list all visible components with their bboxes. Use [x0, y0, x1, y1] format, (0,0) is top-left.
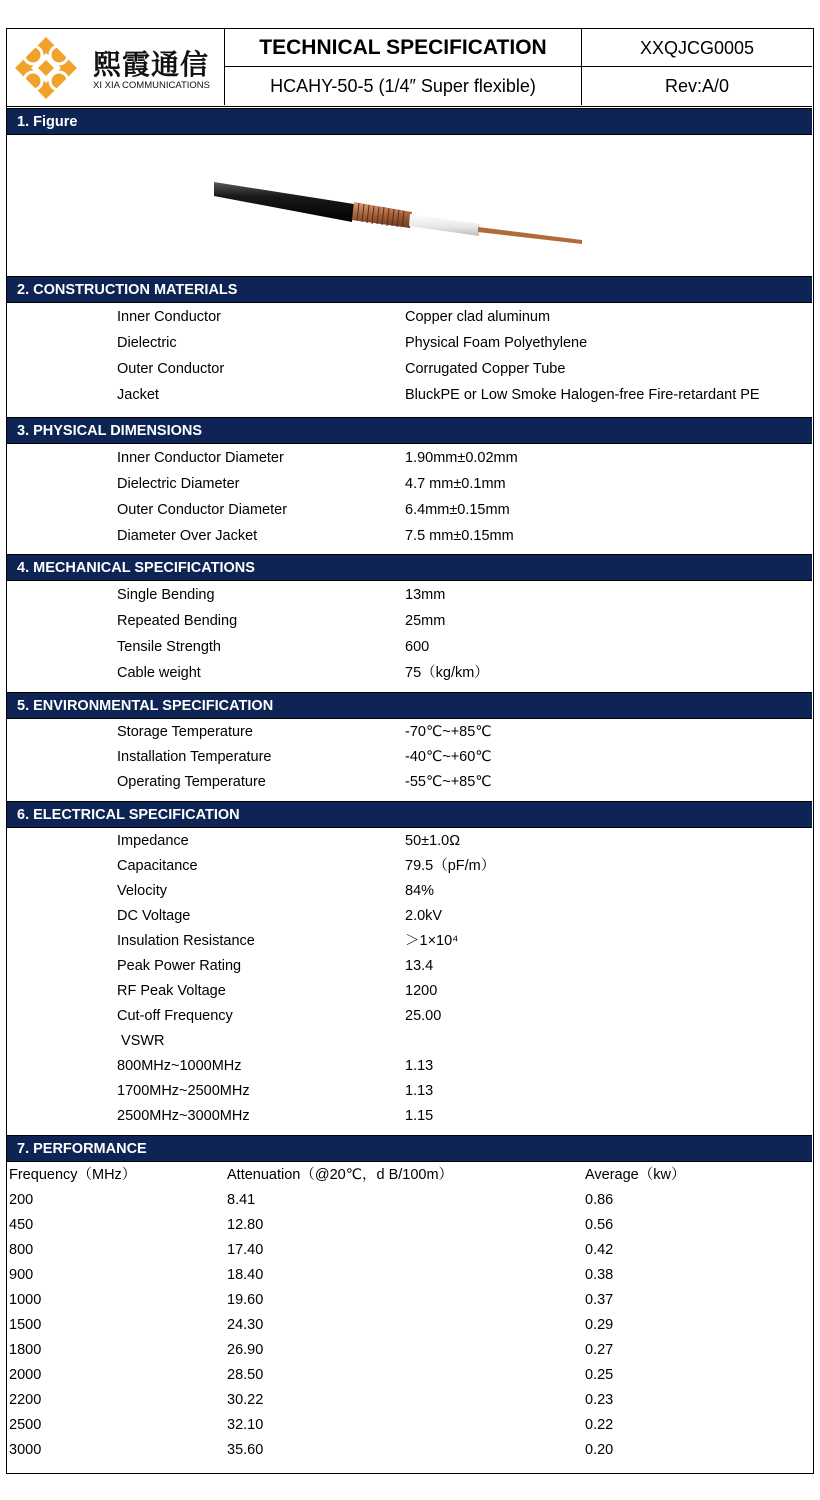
environmental-key: Operating Temperature [117, 774, 266, 790]
electrical-key: Capacitance [117, 858, 198, 874]
atten-cell: 32.10 [227, 1417, 264, 1433]
freq-cell: 2000 [9, 1367, 42, 1383]
table-row [7, 1238, 812, 1263]
atten-cell: 26.90 [227, 1342, 264, 1358]
mechanical-key: Single Bending [117, 587, 215, 603]
table-row [7, 1288, 812, 1313]
atten-cell: 12.80 [227, 1217, 264, 1233]
construction-value: Corrugated Copper Tube [405, 361, 566, 377]
company-name-en: XI XIA COMMUNICATIONS [93, 80, 211, 91]
electrical-key: Impedance [117, 833, 189, 849]
environmental-value: -55℃~+85℃ [405, 774, 492, 790]
performance-header-row [7, 1163, 812, 1188]
physical-value: 7.5 mm±0.15mm [405, 528, 514, 544]
atten-cell: 28.50 [227, 1367, 264, 1383]
physical-value: 4.7 mm±0.1mm [405, 476, 506, 492]
atten-cell: 17.40 [227, 1242, 264, 1258]
avg-cell: 0.27 [585, 1342, 614, 1358]
company-name-cn: 熙霞通信 [93, 48, 210, 81]
atten-cell: 18.40 [227, 1267, 264, 1283]
physical-key: Diameter Over Jacket [117, 528, 258, 544]
product-name: HCAHY-50-5 (1/4″ Super flexible) [225, 67, 582, 105]
freq-cell: 2500 [9, 1417, 42, 1433]
mechanical-key: Tensile Strength [117, 639, 221, 655]
mechanical-value: 75（kg/km） [405, 665, 489, 681]
freq-cell: 1000 [9, 1292, 42, 1308]
freq-cell: 3000 [9, 1442, 42, 1458]
physical-key: Inner Conductor Diameter [117, 450, 284, 466]
electrical-value: 79.5（pF/m） [405, 858, 496, 874]
atten-cell: 35.60 [227, 1442, 264, 1458]
electrical-value: 2.0kV [405, 908, 443, 924]
table-row [7, 1338, 812, 1363]
table-row [7, 1413, 812, 1438]
electrical-key: Insulation Resistance [117, 933, 255, 949]
section-mechanical-header: 4. MECHANICAL SPECIFICATIONS [7, 554, 812, 581]
electrical-key-vswr: VSWR [117, 1033, 165, 1049]
electrical-key: 800MHz~1000MHz [117, 1058, 242, 1074]
electrical-value: 1.13 [405, 1083, 434, 1099]
electrical-value: 25.00 [405, 1008, 442, 1024]
atten-cell: 30.22 [227, 1392, 264, 1408]
avg-cell: 0.56 [585, 1217, 614, 1233]
atten-cell: 24.30 [227, 1317, 264, 1333]
freq-cell: 1800 [9, 1342, 42, 1358]
construction-key: Inner Conductor [117, 309, 221, 325]
table-row [7, 1213, 812, 1238]
section-figure-header: 1. Figure [7, 108, 812, 135]
doc-code: XXQJCG0005 [582, 29, 812, 67]
company-logo-icon [11, 33, 81, 103]
electrical-value: ＞1×10⁴ [405, 933, 459, 949]
environmental-value: -40℃~+60℃ [405, 749, 492, 765]
mechanical-value: 13mm [405, 587, 446, 603]
electrical-value: 84% [405, 883, 435, 899]
electrical-key: Cut-off Frequency [117, 1008, 233, 1024]
spec-sheet [6, 28, 814, 1474]
freq-cell: 2200 [9, 1392, 42, 1408]
electrical-key: 1700MHz~2500MHz [117, 1083, 250, 1099]
physical-key: Outer Conductor Diameter [117, 502, 288, 518]
avg-cell: 0.86 [585, 1192, 614, 1208]
environmental-key: Storage Temperature [117, 724, 253, 740]
freq-cell: 900 [9, 1267, 34, 1283]
physical-value: 1.90mm±0.02mm [405, 450, 518, 466]
table-row [7, 1313, 812, 1338]
performance-col-average: Average（kw） [585, 1167, 686, 1183]
section-environmental-header: 5. ENVIRONMENTAL SPECIFICATION [7, 692, 812, 719]
doc-title: TECHNICAL SPECIFICATION [225, 29, 582, 67]
avg-cell: 0.29 [585, 1317, 614, 1333]
electrical-key: Peak Power Rating [117, 958, 242, 974]
electrical-value: 1.15 [405, 1108, 434, 1124]
avg-cell: 0.37 [585, 1292, 614, 1308]
mechanical-value: 25mm [405, 613, 446, 629]
section-construction-header: 2. CONSTRUCTION MATERIALS [7, 276, 812, 303]
electrical-value: 50±1.0Ω [405, 833, 461, 849]
construction-key: Dielectric [117, 335, 177, 351]
logo-cell [7, 29, 225, 105]
environmental-key: Installation Temperature [117, 749, 272, 765]
electrical-key: Velocity [117, 883, 167, 899]
physical-key: Dielectric Diameter [117, 476, 240, 492]
mechanical-key: Cable weight [117, 665, 201, 681]
table-row [7, 1263, 812, 1288]
freq-cell: 450 [9, 1217, 34, 1233]
mechanical-key: Repeated Bending [117, 613, 238, 629]
atten-cell: 19.60 [227, 1292, 264, 1308]
section-physical-header: 3. PHYSICAL DIMENSIONS [7, 417, 812, 444]
section-performance-header: 7. PERFORMANCE [7, 1135, 812, 1162]
electrical-value: 1.13 [405, 1058, 434, 1074]
performance-col-attenuation: Attenuation（@20℃，d B/100m） [227, 1167, 454, 1183]
avg-cell: 0.38 [585, 1267, 614, 1283]
electrical-key: 2500MHz~3000MHz [117, 1108, 250, 1124]
avg-cell: 0.23 [585, 1392, 614, 1408]
header-block [7, 29, 812, 107]
electrical-value: 1200 [405, 983, 438, 999]
mechanical-value: 600 [405, 639, 430, 655]
table-row [7, 1438, 812, 1463]
table-row [7, 1188, 812, 1213]
construction-value: BluckPE or Low Smoke Halogen-free Fire-retardant PE [405, 387, 760, 403]
environmental-value: -70℃~+85℃ [405, 724, 492, 740]
avg-cell: 0.22 [585, 1417, 614, 1433]
freq-cell: 800 [9, 1242, 34, 1258]
electrical-key: DC Voltage [117, 908, 191, 924]
performance-col-frequency: Frequency（MHz） [9, 1167, 137, 1183]
revision: Rev:A/0 [664, 76, 730, 96]
physical-value: 6.4mm±0.15mm [405, 502, 510, 518]
construction-value: Copper clad aluminum [405, 309, 551, 325]
electrical-key: RF Peak Voltage [117, 983, 226, 999]
cable-figure-image [202, 174, 592, 246]
avg-cell: 0.42 [585, 1242, 614, 1258]
freq-cell: 200 [9, 1192, 34, 1208]
section-electrical-header: 6. ELECTRICAL SPECIFICATION [7, 801, 812, 828]
construction-key: Outer Conductor [117, 361, 225, 377]
construction-value: Physical Foam Polyethylene [405, 335, 588, 351]
freq-cell: 1500 [9, 1317, 42, 1333]
avg-cell: 0.20 [585, 1442, 614, 1458]
table-row [7, 1363, 812, 1388]
electrical-value: 13.4 [405, 958, 434, 974]
avg-cell: 0.25 [585, 1367, 614, 1383]
table-row [7, 1388, 812, 1413]
construction-key: Jacket [117, 387, 159, 403]
atten-cell: 8.41 [227, 1192, 256, 1208]
